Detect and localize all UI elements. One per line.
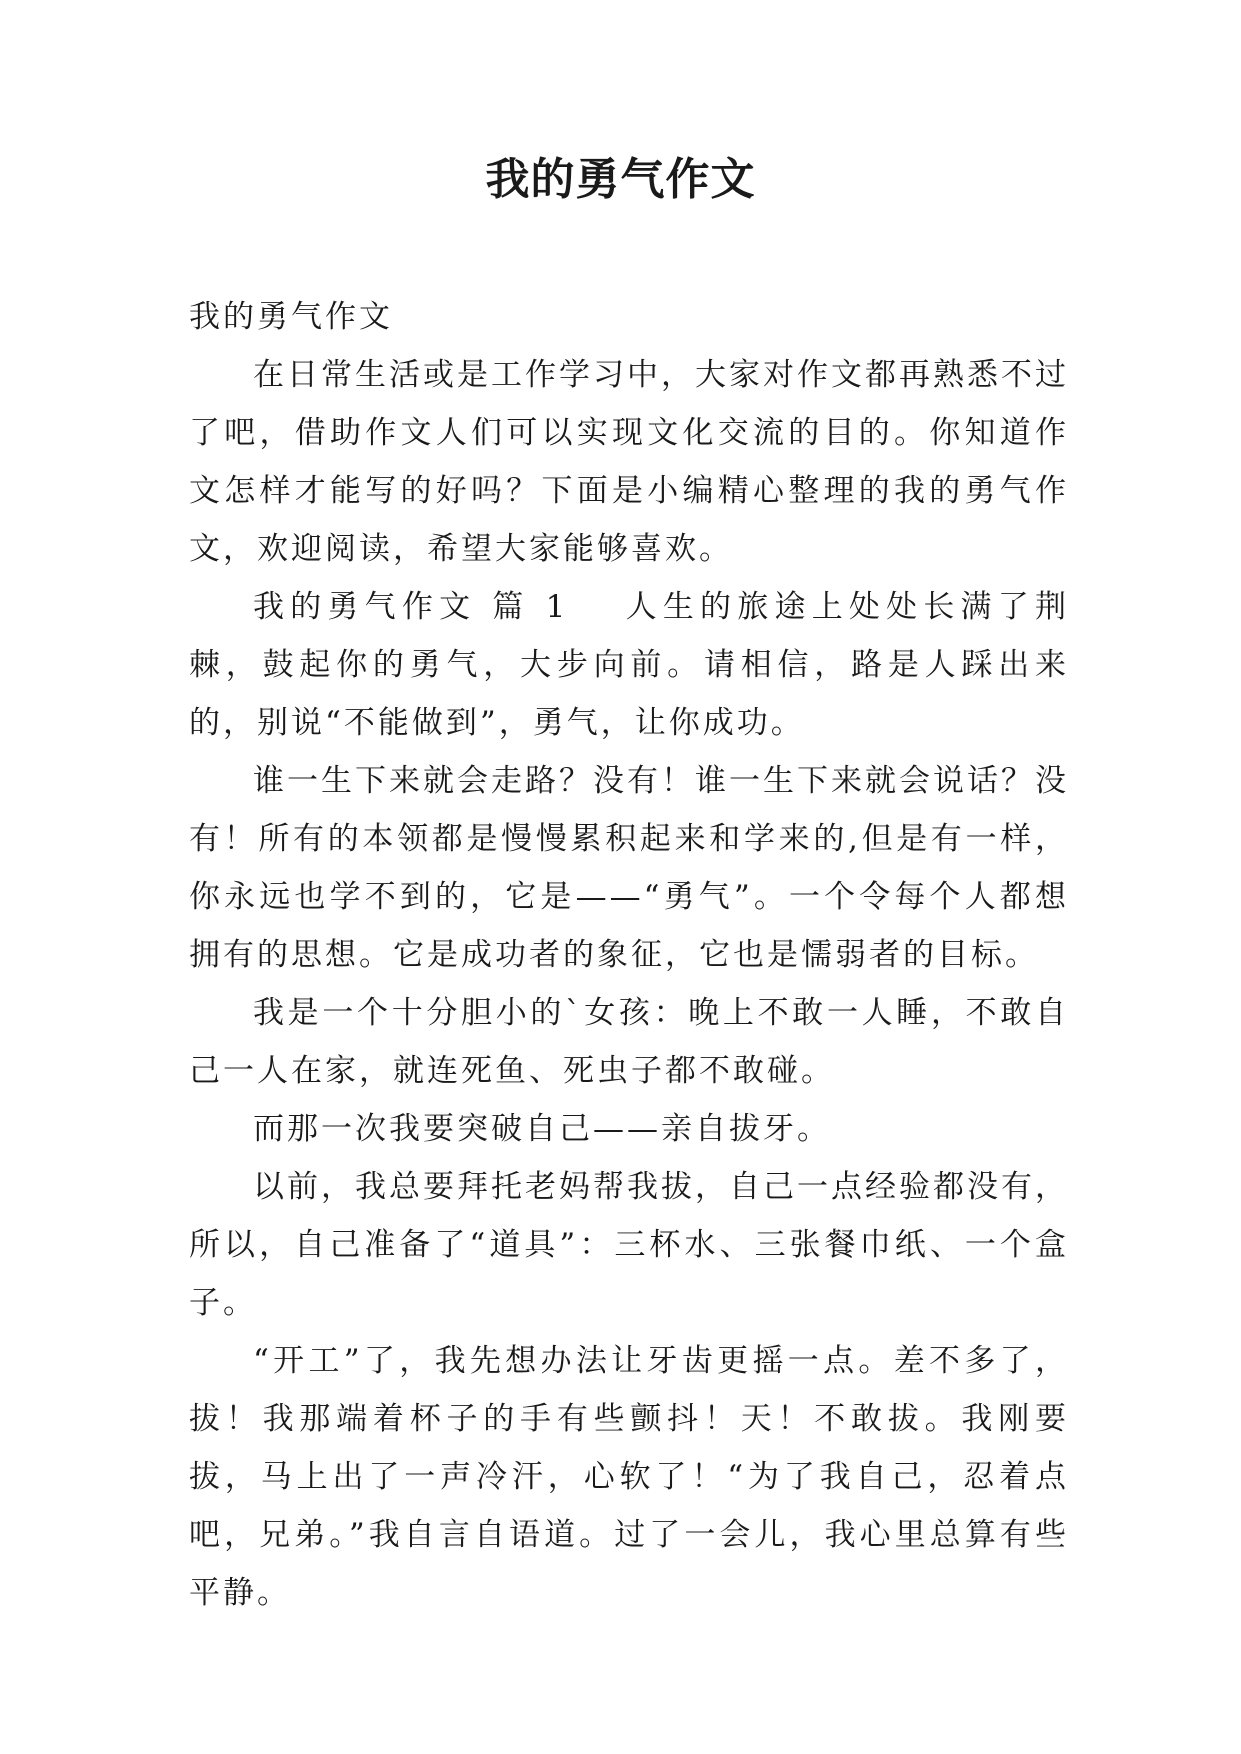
document-subtitle: 我的勇气作文 (189, 299, 393, 335)
story-paragraph-5: “开工”了，我先想办法让牙齿更摇一点。差不多了，拔！我那端着杯子的手有些颤抖！天！不敢拔。我刚要拔，马上出了一声冷汗，心软了！“为了我自己，忍着点吧，兄弟。”我自言自语道。过了一会儿，我心里总算有些平静。 (189, 1343, 1069, 1611)
story-paragraph-3: 而那一次我要突破自己——亲自拔牙。 (253, 1111, 831, 1147)
document-title: 我的勇气作文 (485, 154, 756, 205)
document-body (189, 288, 1069, 1622)
story-paragraph-4: 以前，我总要拜托老妈帮我拔，自己一点经验都没有，所以，自己准备了“道具”：三杯水、三张餐巾纸、一个盒子。 (189, 1169, 1069, 1321)
story-paragraph-1: 谁一生下来就会走路？没有！谁一生下来就会说话？没有！所有的本领都是慢慢累积起来和学来的,但是有一样，你永远也学不到的，它是——“勇气”。一个令每个人都想拥有的思想。它是成功者的象征，它也是懦弱者的目标。 (189, 763, 1069, 973)
section-1-text: 人生的旅途上处处长满了荆棘，鼓起你的勇气，大步向前。请相信，路是人踩出来的，别说“不能做到”，勇气，让你成功。 (189, 589, 1069, 741)
section-1-paragraph (189, 578, 1069, 752)
section-1-label: 我的勇气作文 篇 1 (253, 589, 569, 625)
intro-paragraph: 在日常生活或是工作学习中，大家对作文都再熟悉不过了吧，借助作文人们可以实现文化交流的目的。你知道作文怎样才能写的好吗？下面是小编精心整理的我的勇气作文，欢迎阅读，希望大家能够喜欢。 (189, 357, 1069, 567)
story-paragraph-2: 我是一个十分胆小的`女孩：晚上不敢一人睡，不敢自己一人在家，就连死鱼、死虫子都不敢碰。 (189, 995, 1069, 1089)
